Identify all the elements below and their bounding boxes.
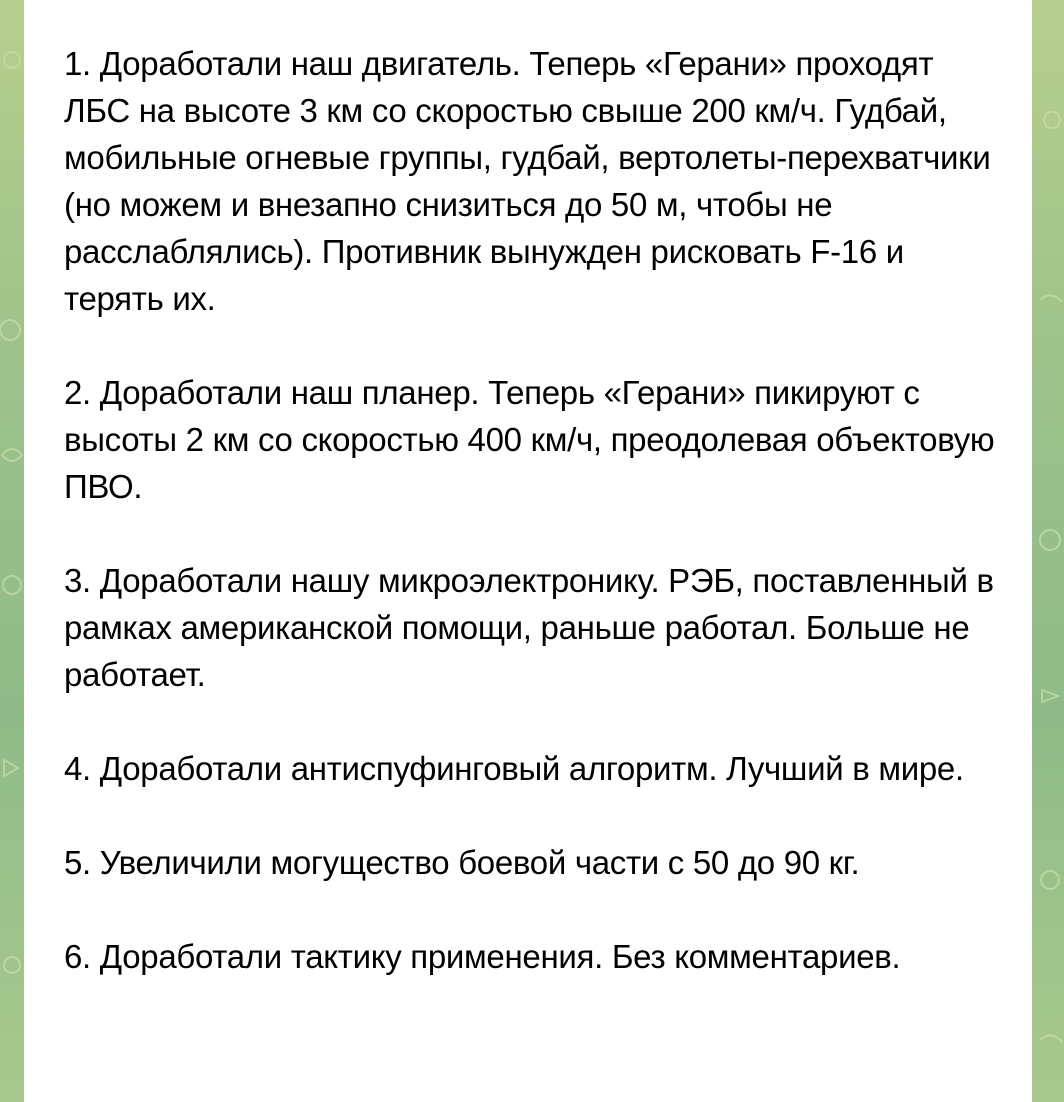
message-paragraph-4: 4. Доработали антиспуфинговый алгоритм. Лучший в мире. [64,750,964,787]
message-paragraph-3: 3. Доработали нашу микроэлектронику. РЭБ, поставленный в рамках американской помощи, раньше работал. Больше не работает. [64,562,994,693]
message-text [64,40,1000,980]
message-paragraph-1: 1. Доработали наш двигатель. Теперь «Герани» проходят ЛБС на высоте 3 км со скоростью свыше 200 км/ч. Гудбай, мобильные огневые группы, гудбай, вертолеты-перехватчики (но можем и внезапно снизиться до 50 м, чтобы не расслаблялись). Противник вынужден рисковать F-16 и терять их. [64,45,991,317]
message-paragraph-5: 5. Увеличили могущество боевой части с 50 до 90 кг. [64,844,860,881]
message-paragraph-6: 6. Доработали тактику применения. Без комментариев. [64,938,901,975]
message-paragraph-2: 2. Доработали наш планер. Теперь «Герани» пикируют с высоты 2 км со скоростью 400 км/ч, преодолевая объектовую ПВО. [64,374,995,505]
message-bubble [24,0,1032,1102]
